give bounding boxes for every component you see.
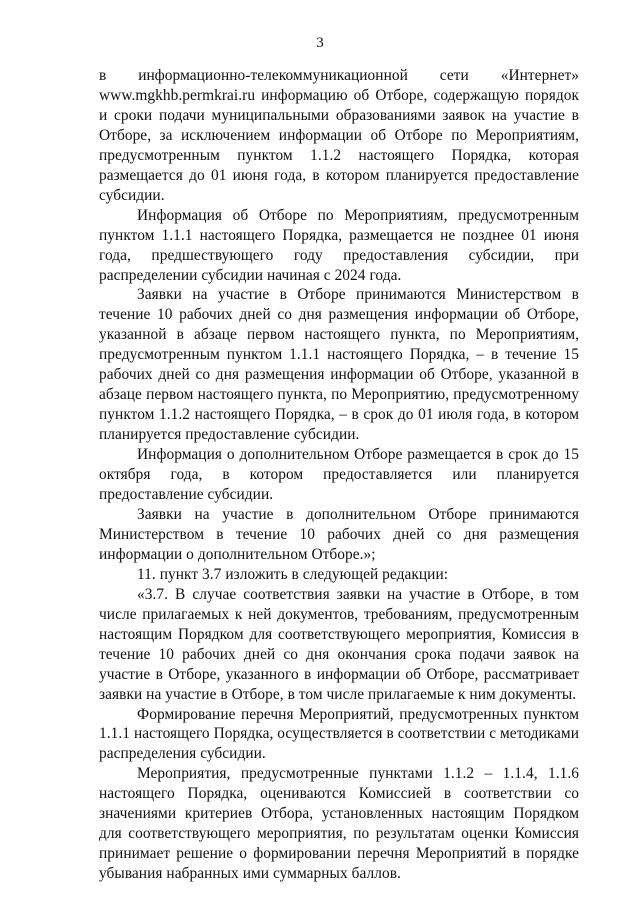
paragraph-additional-selection-applications: Заявки на участие в дополнительном Отборе принимаются Министерством в течение 10 рабочих дней со дня размещения информации о дополнительном Отборе.»; [99,505,579,563]
paragraph-clause-3-7: «3.7. В случае соответствия заявки на участие в Отборе, в том числе прилагаемых к ней документов, требованиям, предусмотренным настоящим Порядком для соответствующего мероприятия, Комиссия в течение 10 рабочих дней со дня окончания срока подачи заявок на участие в Отборе, указанного в информации об Отборе, рассматривает заявки на участие в Отборе, в том числе прилагаемые к ним документы. [99,585,579,703]
paragraph-selection-info-deadline: Информация об Отборе по Мероприятиям, предусмотренным пунктом 1.1.1 настоящего Порядка, размещается не позднее 01 июня года, предшествующего году предоставления субсидии, при распределении субсидии начиная с 2024 года. [99,206,579,284]
paragraph-application-acceptance: Заявки на участие в Отборе принимаются Министерством в течение 10 рабочих дней со дня размещения информации об Отборе, указанной в абзаце первом настоящего пункта, по Мероприятиям, предусмотренным пунктом 1.1.1 настоящего Порядка, – в течение 15 рабочих дней со дня размещения информации об Отборе, указанной в абзаце первом настоящего пункта, по Мероприятию, предусмотренному пунктом 1.1.2 настоящего Порядка, – в срок до 01 июля года, в котором планируется предоставление субсидии. [99,286,579,444]
paragraph-amendment-item-11: 11. пункт 3.7 изложить в следующей редакции: [137,565,449,583]
paragraph-list-formation: Формирование перечня Мероприятий, предусмотренных пунктом 1.1.1 настоящего Порядка, осуществляется в соответствии с методиками распределения субсидии. [99,705,579,763]
paragraph-additional-selection-info: Информация о дополнительном Отборе размещается в срок до 15 октября года, в котором предоставляется или планируется предоставление субсидии. [99,446,579,504]
paragraph-internet-publication: в информационно-телекоммуникационной сети «Интернет» www.mgkhb.permkrai.ru информацию об Отборе, содержащую порядок и сроки подачи муниципальными образованиями заявок на участие в Отборе, за исключением информации об Отборе по Мероприятиям, предусмотренным пунктом 1.1.2 настоящего Порядка, которая размещается до 01 июня года, в котором планируется предоставление субсидии. [99,67,579,204]
page-number: 3 [316,35,324,51]
paragraph-evaluation: Мероприятия, предусмотренные пунктами 1.1.2 – 1.1.4, 1.1.6 настоящего Порядка, оцениваются Комиссией в соответствии со значениями критериев Отбора, установленных настоящим Порядком для соответствующего мероприятия, по результатам оценки Комиссия принимает решение о формировании перечня Мероприятий в порядке убывания набранных ими суммарных баллов. [99,765,579,883]
document-body [99,66,579,884]
